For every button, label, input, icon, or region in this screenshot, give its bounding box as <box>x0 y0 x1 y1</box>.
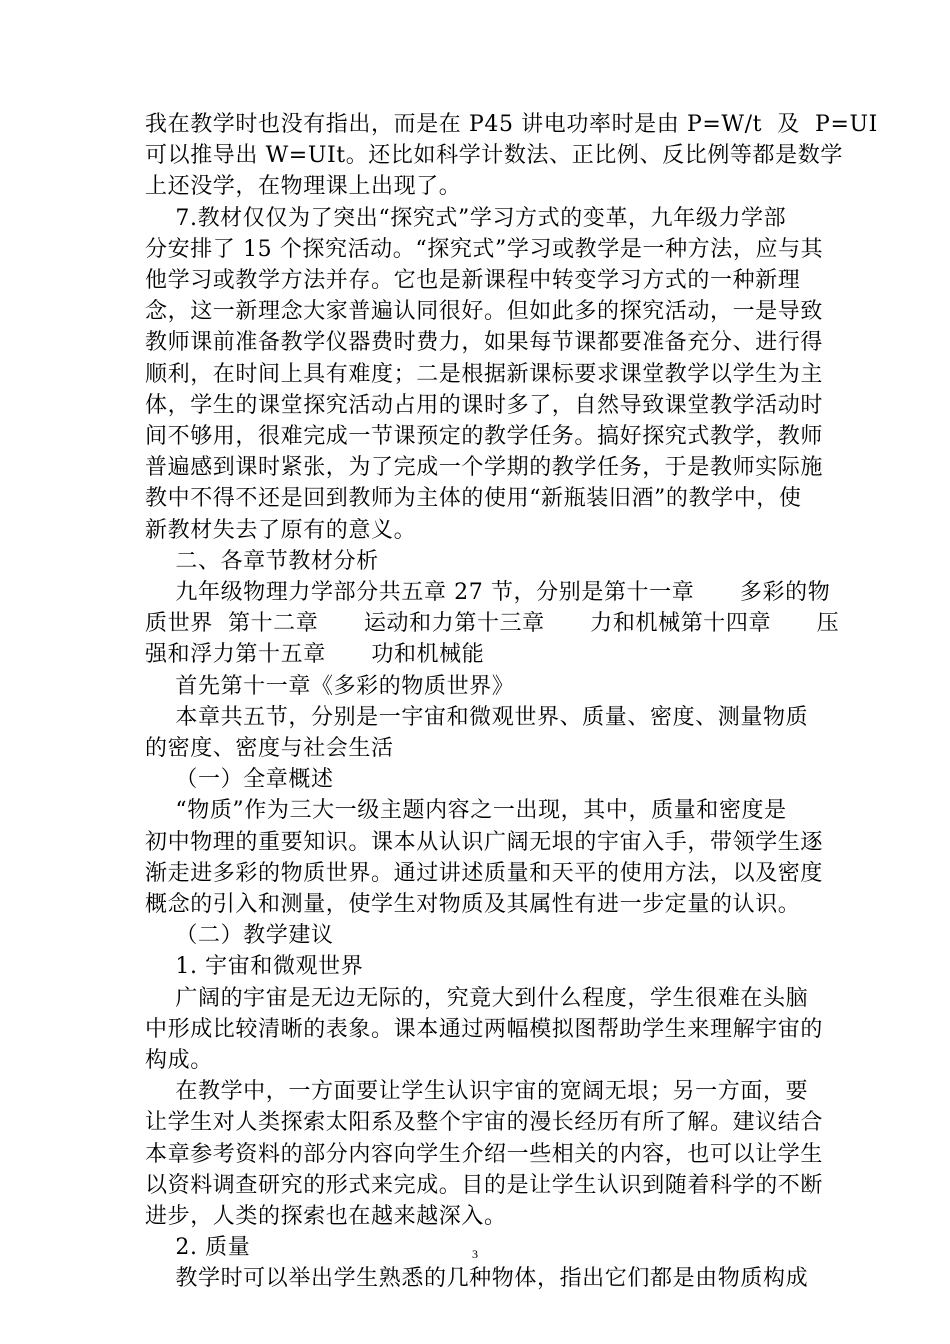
text-line: 渐走进多彩的物质世界。通过讲述质量和天平的使用方法，以及密度 <box>145 860 824 886</box>
text-line: 新教材失去了原有的意义。 <box>145 517 417 543</box>
text-line: 间不够用，很难完成一节课预定的教学任务。搞好探究式教学，教师 <box>145 424 824 449</box>
text-line: 在教学中，一方面要让学生认识宇宙的宽阔无垠；另一方面，要 <box>145 1079 809 1105</box>
text-line: 1. 宇宙和微观世界 <box>145 954 364 980</box>
text-line: 初中物理的重要知识。课本从认识广阔无垠的宇宙入手，带领学生逐 <box>145 829 824 855</box>
text-line: 体，学生的课堂探究活动占用的课时多了，自然导致课堂教学活动时 <box>145 392 824 418</box>
text-line: 本章共五节，分别是一宇宙和微观世界、质量、密度、测量物质 <box>145 704 809 730</box>
text-line: 教师课前准备教学仪器费时费力，如果每节课都要准备充分、进行得 <box>145 330 824 356</box>
text-line: 顺利，在时间上具有难度；二是根据新课标要求课堂教学以学生为主 <box>145 361 824 387</box>
text-line: 他学习或教学方法并存。它也是新课程中转变学习方式的一种新理 <box>145 268 801 293</box>
text-line: 教中不得不还是回到教师为主体的使用“新瓶装旧酒”的教学中，使 <box>145 486 802 512</box>
text-line: （一）全章概述 <box>145 767 334 793</box>
text-line: 分安排了 15 个探究活动。“探究式”学习或教学是一种方法，应与其 <box>145 236 824 262</box>
text-line: 我在教学时也没有指出，而是在 P45 讲电功率时是由 P=W/t 及 P=UI <box>145 112 878 137</box>
text-line: 进步，人类的探索也在越来越深入。 <box>145 1204 507 1229</box>
text-line: 教学时可以举出学生熟悉的几种物体，指出它们都是由物质构成 <box>145 1266 809 1292</box>
text-line: 中形成比较清晰的表象。课本通过两幅模拟图帮助学生来理解宇宙的 <box>145 1016 824 1042</box>
text-line: 普遍感到课时紧张，为了完成一个学期的教学任务，于是教师实际施 <box>145 455 824 481</box>
text-line: 强和浮力第十五章 功和机械能 <box>145 642 485 668</box>
text-line: 广阔的宇宙是无边无际的，究竟大到什么程度，学生很难在头脑 <box>145 985 809 1011</box>
text-line: 以资料调查研究的形式来完成。目的是让学生认识到随着科学的不断 <box>145 1172 824 1198</box>
page-number: 3 <box>472 1247 478 1261</box>
text-line: 质世界 第十二章 运动和力第十三章 力和机械第十四章 压 <box>145 611 840 637</box>
text-line: 让学生对人类探索太阳系及整个宇宙的漫长经历有所了解。建议结合 <box>145 1110 824 1136</box>
text-line: 的密度、密度与社会生活 <box>145 736 394 761</box>
text-line: 上还没学，在物理课上出现了。 <box>145 174 462 200</box>
text-line: 可以推导出 W=UIt。还比如科学计数法、正比例、反比例等都是数学 <box>145 143 843 169</box>
text-line: 构成。 <box>145 1048 213 1073</box>
text-line: 概念的引入和测量，使学生对物质及其属性有进一步定量的认识。 <box>145 892 801 917</box>
text-line: 念，这一新理念大家普遍认同很好。但如此多的探究活动，一是导致 <box>145 299 824 325</box>
text-line: 7.教材仅仅为了突出“探究式”学习方式的变革，九年级力学部 <box>145 205 787 231</box>
text-line: 首先第十一章《多彩的物质世界》 <box>145 673 515 699</box>
text-line: 二、各章节教材分析 <box>145 548 379 574</box>
text-line: 2. 质量 <box>145 1235 251 1261</box>
text-line: “物质”作为三大一级主题内容之一出现，其中，质量和密度是 <box>145 798 787 824</box>
text-line: （二）教学建议 <box>145 923 334 949</box>
text-line: 本章参考资料的部分内容向学生介绍一些相关的内容，也可以让学生 <box>145 1141 824 1167</box>
text-line: 九年级物理力学部分共五章 27 节，分别是第十一章 多彩的物 <box>145 580 831 605</box>
